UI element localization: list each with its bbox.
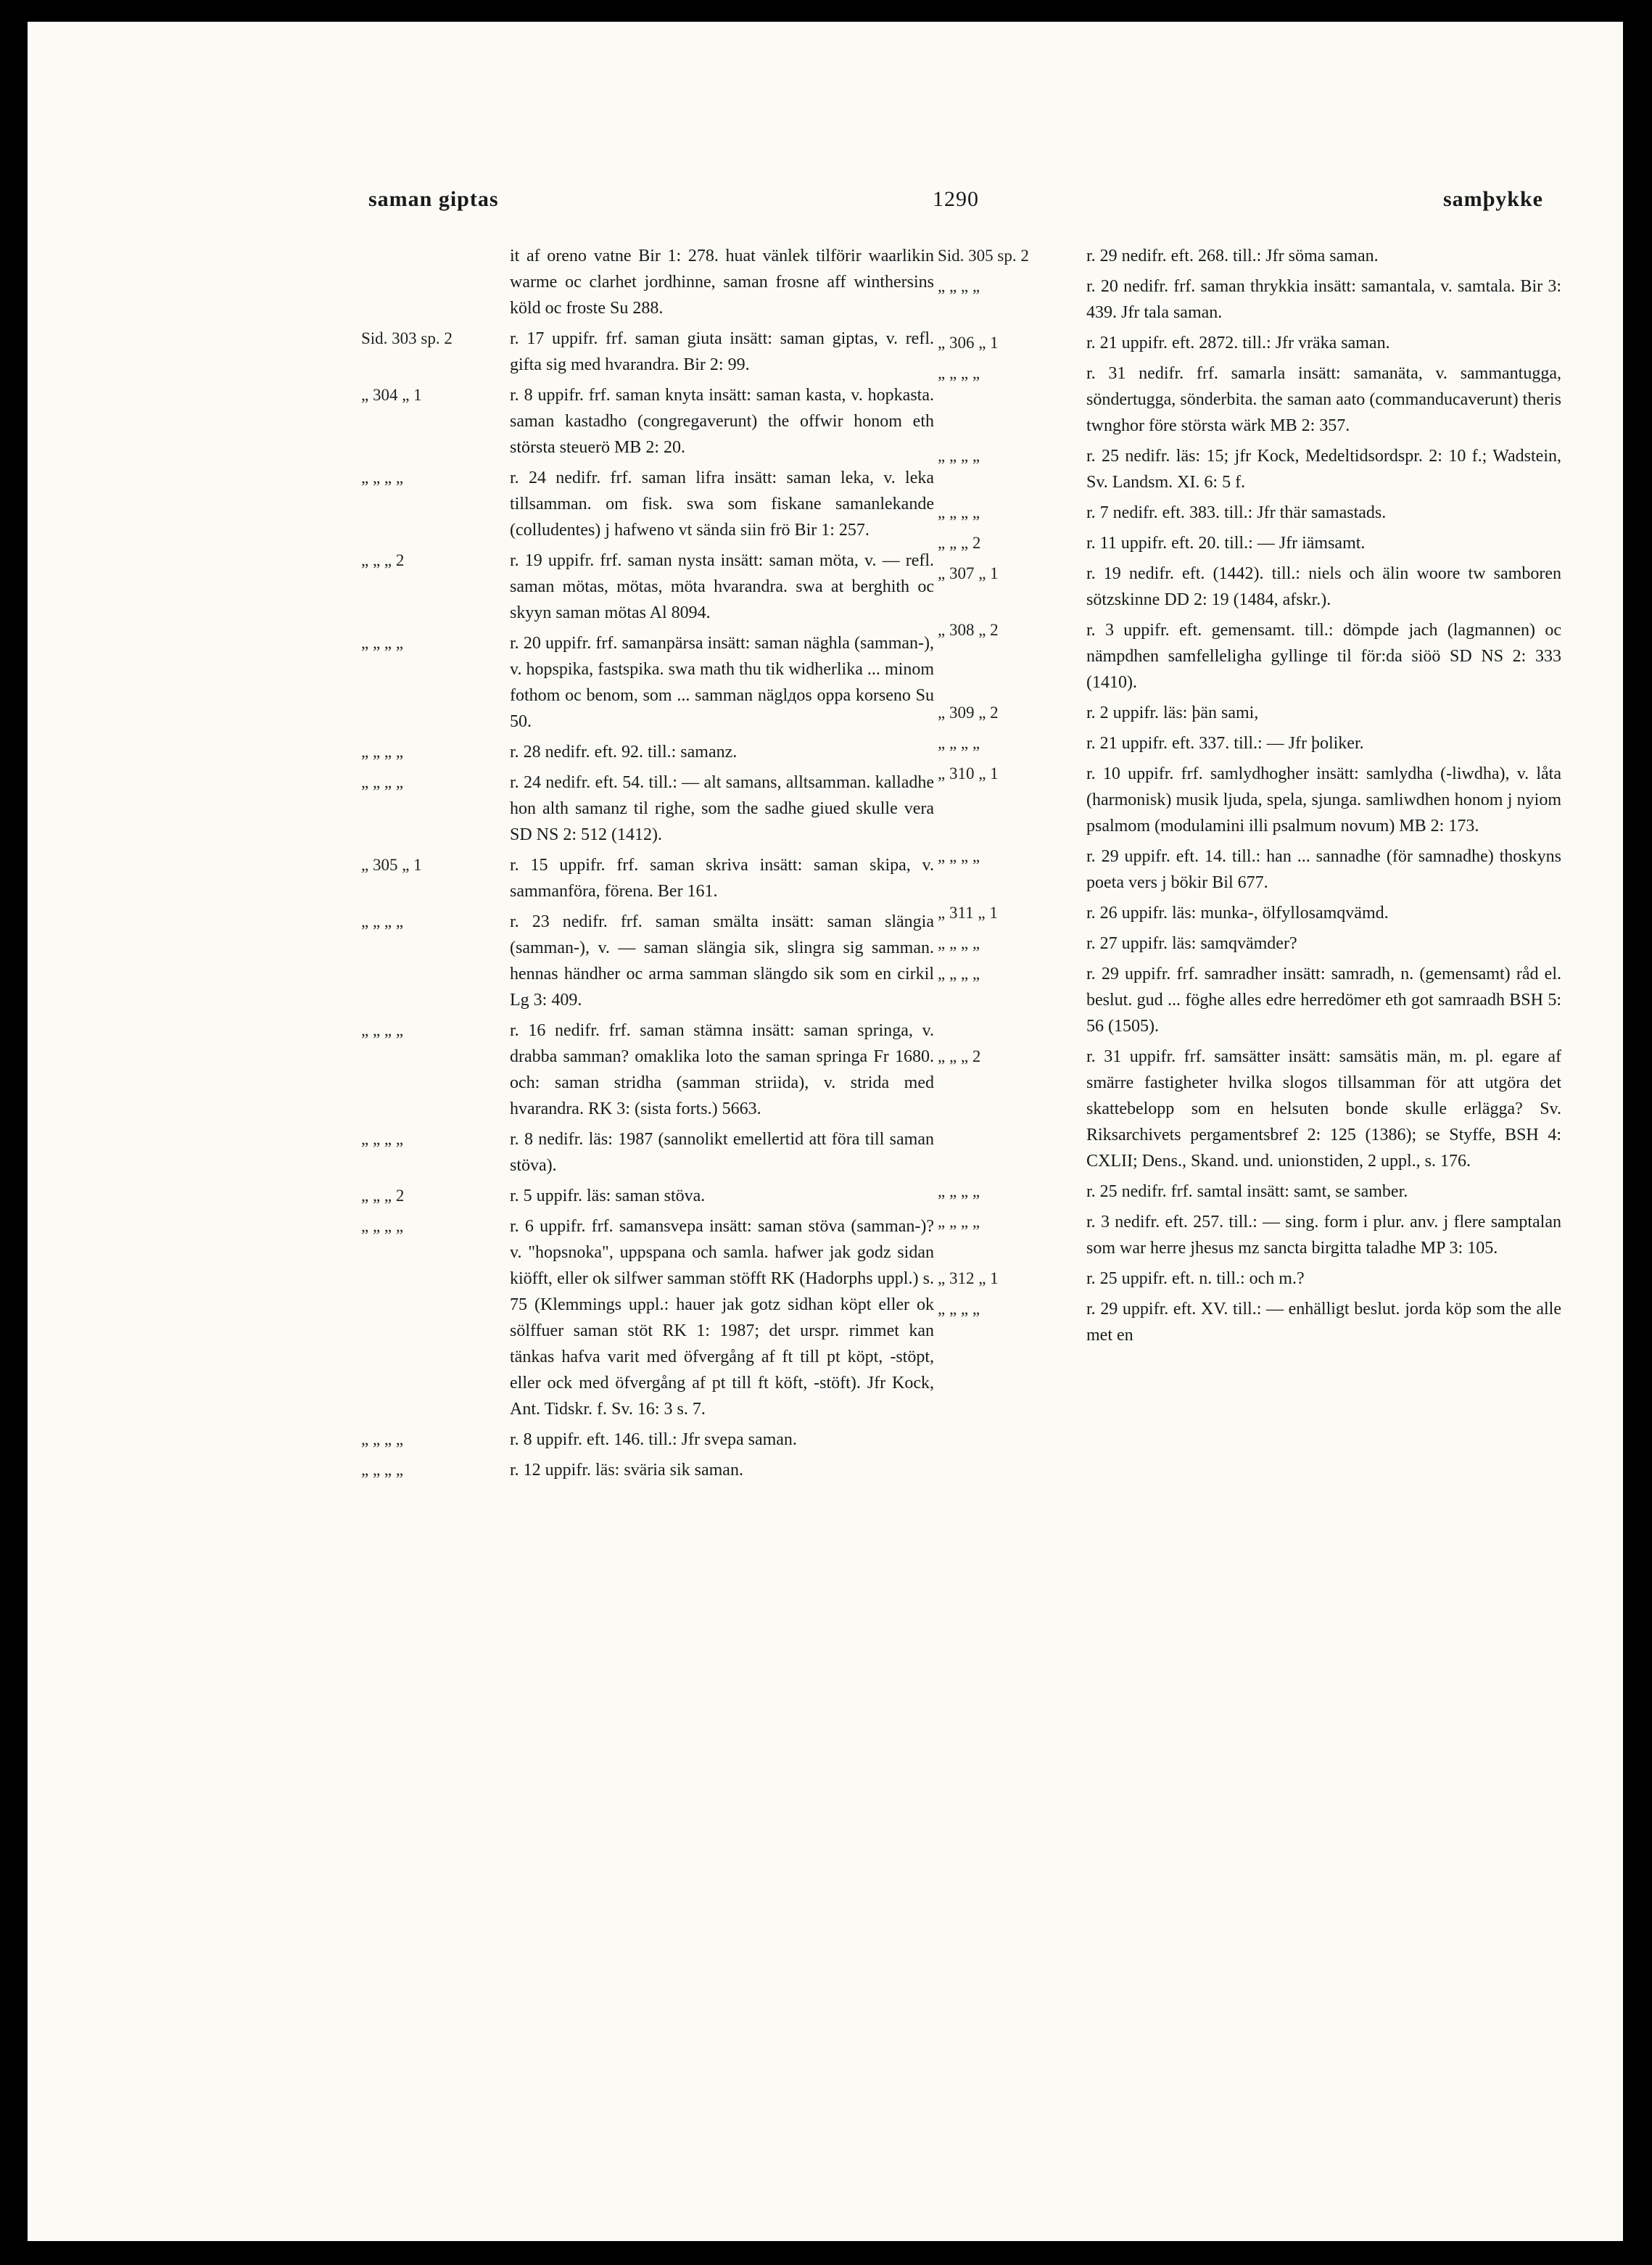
entry-reference: „ 311 „ 1	[938, 904, 998, 922]
entry-text: r. 25 nedifr. läs: 15; jfr Kock, Medeltidsordspr. 2: 10 f.; Wadstein, Sv. Landsm. XI. 6: 5 f.	[1086, 447, 1561, 492]
page-number: 1290	[933, 187, 979, 211]
entry-text: r. 6 uppifr. frf. samansvepa insätt: saman stöva (samman-)? v. "hopsnoka", uppspana och samla. hafwer jak godz sidan kiöfft, eller ok silfwer samman stöfft RK (Hadorphs uppl.) s. 75 (Klemmings uppl.: hauer jak gotz sidhan köpt eller ok sölffuer saman stöt RK 1: 1987; det urspr. rimmet kan tänkas hafva varit med öfvergång af ft till pt köpt, -stöpt, eller ock med öfvergång af pt till ft köft, -stöft). Jfr Kock, Ant. Tidskr. f. Sv. 16: 3 s. 7.	[510, 1217, 934, 1419]
entry-text: r. 29 uppifr. eft. 14. till.: han ... sannadhe (för samnadhe) thoskyns poeta vers j bökir Bil 677.	[1086, 847, 1561, 892]
entry-text: r. 3 nedifr. eft. 257. till.: — sing. form i plur. anv. j flere samptalan som war herre jhesus mz sancta birgitta taladhe MP 3: 105.	[1086, 1213, 1561, 1258]
correction-entry	[938, 730, 1561, 756]
entry-text: r. 17 uppifr. frf. saman giuta insätt: saman giptas, v. refl. gifta sig med hvarandra. Bir 2: 99.	[510, 329, 934, 374]
header-last-headword: samþykke	[1442, 187, 1543, 211]
entry-reference: „ 307 „ 1	[938, 564, 999, 582]
correction-entry	[361, 1427, 934, 1453]
left-column	[361, 243, 934, 1488]
correction-entry	[938, 1209, 1561, 1261]
entry-text: r. 12 uppifr. läs: sväria sik saman.	[510, 1461, 743, 1480]
entry-reference: „ „ „ „	[361, 1461, 404, 1479]
correction-entry	[938, 500, 1561, 526]
correction-entry	[938, 330, 1561, 356]
entry-text: r. 19 uppifr. frf. saman nysta insätt: saman möta, v. — refl. saman mötas, mötas, möta hvarandra. swa at berghith oc skyyn saman mötas Al 8094.	[510, 551, 934, 622]
entry-text: r. 29 uppifr. eft. XV. till.: — enhälligt beslut. jorda köp som the alle met en	[1086, 1300, 1561, 1345]
entry-text: r. 8 uppifr. eft. 146. till.: Jfr svepa saman.	[510, 1430, 797, 1449]
entry-reference: „ „ „ „	[938, 934, 980, 952]
entry-reference: „ „ „ 2	[938, 534, 981, 552]
correction-entry	[938, 443, 1561, 495]
entry-reference: „ „ „ „	[938, 1182, 980, 1200]
correction-entry	[938, 273, 1561, 326]
entry-text: r. 11 uppifr. eft. 20. till.: — Jfr iämsamt.	[1086, 534, 1366, 553]
entry-text: r. 21 uppifr. eft. 2872. till.: Jfr vräka saman.	[1086, 334, 1390, 352]
entry-text: r. 27 uppifr. läs: samqvämder?	[1086, 934, 1297, 953]
correction-entry	[938, 931, 1561, 957]
entry-text: r. 8 nedifr. läs: 1987 (sannolikt emellertid att föra till saman stöva).	[510, 1130, 934, 1175]
correction-entry	[361, 243, 934, 321]
running-header	[368, 187, 1543, 231]
entry-reference: „ „ „ „	[938, 364, 980, 382]
entry-text: r. 24 nedifr. eft. 54. till.: — alt samans, alltsamman. kalladhe hon alth samanz til righe, som the sadhe giued skulle vera SD NS 2: 512 (1412).	[510, 773, 934, 844]
correction-entry	[361, 1213, 934, 1422]
correction-entry	[938, 1179, 1561, 1205]
entry-text: r. 3 uppifr. eft. gemensamt. till.: dömpde jach (lagmannen) oc nämpdhen samfelleligha gyllinge til för:da siöö SD NS 2: 333 (1410).	[1086, 621, 1561, 692]
entry-text: r. 10 uppifr. frf. samlydhogher insätt: samlydha (-liwdha), v. låta (harmonisk) musik ljuda, spela, sjunga. samliwdhen honom j nyiom psalmom (modulamini illi psalmum novum) MB 2: 173.	[1086, 764, 1561, 836]
entry-text: r. 25 nedifr. frf. samtal insätt: samt, se samber.	[1086, 1182, 1408, 1201]
entry-reference: Sid. 303 sp. 2	[361, 329, 453, 347]
entry-text: r. 7 nedifr. eft. 383. till.: Jfr thär samastads.	[1086, 503, 1387, 522]
right-column	[938, 243, 1561, 1353]
entry-text: r. 31 nedifr. frf. samarla insätt: samanäta, v. sammantugga, söndertugga, sönderbita. the saman aato (commanducaverunt) theris twnghor före största wärk MB 2: 357.	[1086, 364, 1561, 435]
correction-entry	[361, 1457, 934, 1483]
entry-text: r. 15 uppifr. frf. saman skriva insätt: saman skipa, v. sammanföra, förena. Ber 161.	[510, 856, 934, 901]
entry-reference: „ „ „ „	[938, 277, 980, 295]
correction-entry	[938, 843, 1561, 896]
correction-entry	[361, 739, 934, 765]
correction-entry	[361, 326, 934, 378]
entry-text: r. 26 uppifr. läs: munka-, ölfyllosamqvämd.	[1086, 904, 1389, 923]
correction-entry	[938, 360, 1561, 439]
entry-text: r. 31 uppifr. frf. samsätter insätt: samsätis män, m. pl. egare af smärre fastigheter hvilka slogos tillsamman för att utgöra det skattebelopp som en helsuten bonde skulle erlägga? Sv. Riksarchivets pergamentsbref 2: 125 (1386); se Styffe, BSH 4: CXLII; Dens., Skand. und. unionstiden, 2 uppl., s. 176.	[1086, 1047, 1561, 1171]
entry-reference: „ 309 „ 2	[938, 704, 999, 722]
entry-reference: „ 305 „ 1	[361, 856, 422, 874]
entry-text: r. 2 uppifr. läs: þän sami,	[1086, 704, 1259, 722]
dictionary-page	[28, 22, 1623, 2241]
entry-reference: „ „ „ „	[938, 847, 980, 865]
entry-reference: „ „ „ 2	[361, 1187, 405, 1205]
entry-reference: „ „ „ „	[361, 1430, 404, 1448]
correction-entry	[361, 548, 934, 626]
correction-entry	[361, 1183, 934, 1209]
correction-entry	[938, 761, 1561, 839]
correction-entry	[938, 1266, 1561, 1292]
entry-text: r. 21 uppifr. eft. 337. till.: — Jfr þoliker.	[1086, 734, 1364, 753]
correction-entry	[361, 1126, 934, 1179]
entry-text: it af oreno vatne Bir 1: 278. huat vänlek tilförir waarlikin warme oc clarhet jordhinne, saman frosne aff winthersins köld oc froste Su 288.	[510, 247, 934, 318]
entry-reference: „ 310 „ 1	[938, 764, 999, 783]
correction-entry	[361, 1018, 934, 1122]
entry-text: r. 8 uppifr. frf. saman knyta insätt: saman kasta, v. hopkasta. saman kastadho (congregaverunt) the offwir honom eth största steuerö MB 2: 20.	[510, 386, 934, 457]
entry-reference: „ „ „ 2	[938, 1047, 981, 1065]
entry-reference: „ „ „ „	[938, 1300, 980, 1318]
correction-entry	[938, 530, 1561, 556]
entry-reference: „ „ „ „	[938, 503, 980, 521]
entry-reference: „ „ „ „	[361, 743, 404, 761]
entry-reference: „ „ „ „	[938, 965, 980, 983]
correction-entry	[938, 617, 1561, 696]
correction-entry	[938, 561, 1561, 613]
entry-reference: „ 308 „ 2	[938, 621, 999, 639]
entry-reference: „ 306 „ 1	[938, 334, 999, 352]
correction-entry	[361, 909, 934, 1013]
entry-reference: „ 304 „ 1	[361, 386, 422, 404]
correction-entry	[361, 770, 934, 848]
correction-entry	[938, 1044, 1561, 1174]
correction-entry	[361, 630, 934, 735]
entry-text: r. 16 nedifr. frf. saman stämna insätt: saman springa, v. drabba samman? omaklika loto the saman springa Fr 1680. och: saman stridha (samman striida), v. strida med hvarandra. RK 3: (sista forts.) 5663.	[510, 1021, 934, 1118]
entry-reference: „ 312 „ 1	[938, 1269, 999, 1287]
entry-reference: „ „ „ 2	[361, 551, 405, 569]
entry-text: r. 23 nedifr. frf. saman smälta insätt: saman slängia (samman-), v. — saman slängia sik, slingra sig samman. hennas händher oc arma samman slängdo sik som en cirkil Lg 3: 409.	[510, 912, 934, 1010]
header-first-headword: saman giptas	[368, 187, 499, 211]
entry-reference: „ „ „ „	[938, 734, 980, 752]
correction-entry	[938, 961, 1561, 1039]
entry-text: r. 29 uppifr. frf. samradher insätt: samradh, n. (gemensamt) råd el. beslut. gud ... föghe alles edre herredömer eth got samraadh BSH 5: 56 (1505).	[1086, 965, 1561, 1036]
entry-reference: „ „ „ „	[361, 1217, 404, 1235]
entry-reference: Sid. 305 sp. 2	[938, 247, 1029, 265]
entry-reference: „ „ „ „	[938, 447, 980, 465]
correction-entry	[938, 1296, 1561, 1348]
entry-text: r. 19 nedifr. eft. (1442). till.: niels och älin woore tw samboren sötzskinne DD 2: 19 (1484, afskr.).	[1086, 564, 1561, 609]
entry-text: r. 5 uppifr. läs: saman stöva.	[510, 1187, 706, 1205]
entry-text: r. 20 nedifr. frf. saman thrykkia insätt: samantala, v. samtala. Bir 3: 439. Jfr tala saman.	[1086, 277, 1561, 322]
correction-entry	[361, 465, 934, 543]
entry-reference: „ „ „ „	[361, 912, 404, 931]
correction-entry	[938, 700, 1561, 726]
correction-entry	[938, 243, 1561, 269]
correction-entry	[361, 382, 934, 461]
entry-reference: „ „ „ „	[361, 469, 404, 487]
entry-text: r. 24 nedifr. frf. saman lifra insätt: saman leka, v. leka tillsamman. om fisk. swa som fiskane samanlekande (colludentes) j hafweno vt sända siin frö Bir 1: 257.	[510, 469, 934, 540]
entry-text: r. 25 uppifr. eft. n. till.: och m.?	[1086, 1269, 1305, 1288]
correction-entry	[938, 900, 1561, 926]
entry-reference: „ „ „ „	[938, 1213, 980, 1231]
entry-text: r. 20 uppifr. frf. samanpärsa insätt: saman näghla (samman-), v. hopspika, fastspika. swa math thu tik widherlika ... minom fothom oc benom, som ... samman näglдos oppa korseno Su 50.	[510, 634, 934, 731]
entry-reference: „ „ „ „	[361, 1130, 404, 1148]
entry-text: r. 29 nedifr. eft. 268. till.: Jfr söma saman.	[1086, 247, 1379, 265]
entry-reference: „ „ „ „	[361, 634, 404, 652]
correction-entry	[361, 852, 934, 904]
entry-reference: „ „ „ „	[361, 773, 404, 791]
entry-text: r. 28 nedifr. eft. 92. till.: samanz.	[510, 743, 738, 762]
entry-reference: „ „ „ „	[361, 1021, 404, 1039]
